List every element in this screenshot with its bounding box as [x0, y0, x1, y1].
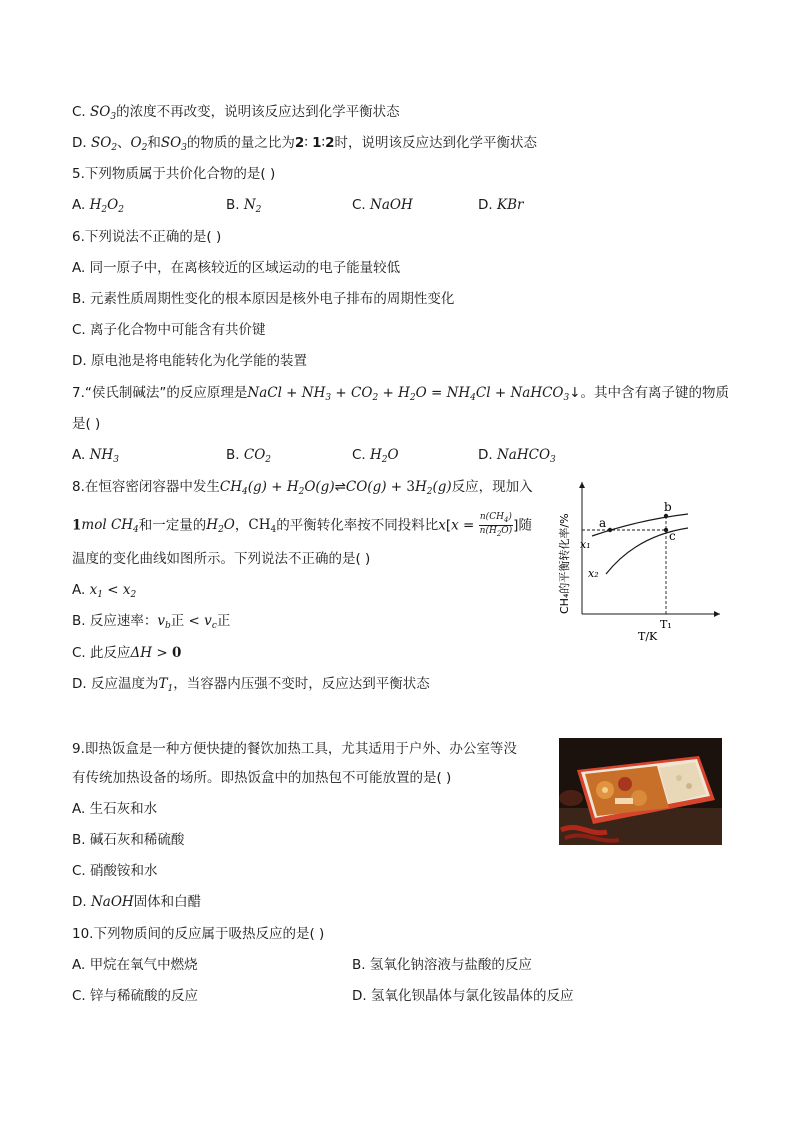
q6-option-c[interactable]: C. 离子化合物中可能含有共价键 [72, 322, 266, 338]
q6-option-b[interactable]: B. 元素性质周期性变化的根本原因是核外电子排布的周期性变化 [72, 291, 455, 307]
q9-option-d[interactable]: D. NaOH固体和白醋 [72, 894, 202, 910]
conversion-graph [548, 478, 728, 646]
heating-lunchbox-photo [559, 738, 722, 845]
q5-stem: 5.下列物质属于共价化合物的是( ) [72, 166, 276, 182]
q10-option-c[interactable]: C. 锌与稀硫酸的反应 [72, 988, 199, 1004]
label-x1: x₁ [580, 538, 591, 551]
graph-xlabel: T/K [638, 630, 658, 643]
q5-option-d[interactable]: D. KBr [478, 197, 524, 213]
q7-option-d[interactable]: D. NaHCO$_3$ [478, 447, 556, 465]
q8-option-a[interactable]: A. $x_1 < x_2$ [72, 582, 137, 600]
q7-stem-cont: 是( ) [72, 416, 101, 432]
q7-option-b[interactable]: B. $CO_2$ [226, 447, 271, 465]
label-c: c [669, 529, 676, 543]
q9-stem-2: 有传统加热设备的场所。即热饭盒中的加热包不可能放置的是( ) [72, 770, 452, 786]
q8-option-b[interactable]: B. 反应速率：$v_b$正 < $v_c$正 [72, 613, 231, 631]
point-c [664, 528, 668, 532]
q10-option-d[interactable]: D. 氢氧化钡晶体与氯化铵晶体的反应 [352, 988, 574, 1004]
q7-stem: 7.“侯氏制碱法”的反应原理是NaCl + $NH_3 + CO_2 + H_2O = NH_4Cl$ + NaHCO$_3$↓。其中含有离子键的物质 [72, 385, 730, 403]
q10-option-a[interactable]: A. 甲烷在氧气中燃烧 [72, 957, 198, 973]
label-b: b [664, 500, 672, 514]
graph-ylabel: CH₄的平衡转化率/% [558, 513, 571, 614]
option-c-prev: C. $SO_3$的浓度不再改变，说明该反应达到化学平衡状态 [72, 104, 400, 122]
point-a [608, 528, 612, 532]
q9-option-b[interactable]: B. 碱石灰和稀硫酸 [72, 832, 185, 848]
q10-option-b[interactable]: B. 氢氧化钠溶液与盐酸的反应 [352, 957, 532, 973]
q5-option-a[interactable]: A. $H_2O_2$ [72, 197, 124, 215]
label-a: a [599, 516, 607, 530]
q6-stem: 6.下列说法不正确的是( ) [72, 229, 222, 245]
label-t1: T₁ [660, 618, 672, 631]
q6-option-a[interactable]: A. 同一原子中，在离核较近的区域运动的电子能量较低 [72, 260, 401, 276]
q8-stem-2: 1mol $CH_4$和一定量的$H_2O$，$CH_4$的平衡转化率按不同投料比x[x = $\frac{n(CH_4)}{n(H_2O)}$ ]随 [72, 512, 532, 538]
q5-option-b[interactable]: B. $N_2$ [226, 197, 262, 215]
q8-stem-3: 温度的变化曲线如图所示。下列说法不正确的是( ) [72, 551, 371, 567]
q8-option-d[interactable]: D. 反应温度为$T_1$，当容器内压强不变时，反应达到平衡状态 [72, 676, 430, 694]
q8-stem: 8.在恒容密闭容器中发生$CH_4(g)$ + $H_2O(g)\rightleftharpoons CO(g) + 3H_2(g)$反应，现加入 [72, 479, 533, 497]
label-x2: x₂ [588, 567, 599, 580]
q10-stem: 10.下列物质间的反应属于吸热反应的是( ) [72, 926, 325, 942]
q7-option-a[interactable]: A. $NH_3$ [72, 447, 119, 465]
q7-option-c[interactable]: C. $H_2O$ [352, 447, 399, 465]
q9-option-a[interactable]: A. 生石灰和水 [72, 801, 158, 817]
q9-stem-1: 9.即热饭盒是一种方便快捷的餐饮加热工具，尤其适用于户外、办公室等没 [72, 741, 517, 757]
q5-option-c[interactable]: C. NaOH [352, 197, 413, 213]
point-b [664, 514, 668, 518]
q9-option-c[interactable]: C. 硝酸铵和水 [72, 863, 158, 879]
q6-option-d[interactable]: D. 原电池是将电能转化为化学能的装置 [72, 353, 307, 369]
option-d-prev: D. $SO_2$、$O_2$和$SO_3$的物质的量之比为2∶ 1∶2时，说明该反应达到化学平衡状态 [72, 135, 537, 153]
q8-option-c[interactable]: C. 此反应ΔH > 0 [72, 645, 182, 661]
